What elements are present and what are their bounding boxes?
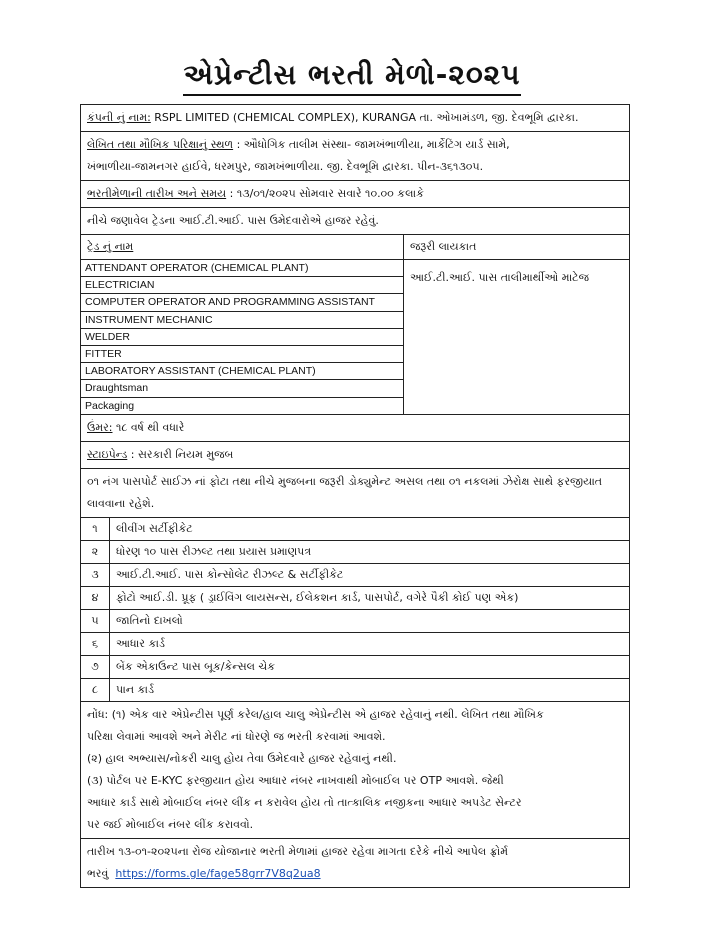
trade-item: ATTENDANT OPERATOR (CHEMICAL PLANT) [81, 260, 403, 277]
venue-label: લેખિત તથા મૌખિક પરિક્ષાનું સ્થળ [87, 138, 234, 151]
document-number: ૨ [81, 541, 110, 563]
document-text: આધાર કાર્ડ [116, 636, 165, 650]
document-row [81, 541, 629, 564]
document-number: ૩ [81, 564, 110, 586]
note-line: (૨) હાલ અભ્યાસ/નોકરી ચાલુ હોય તેવા ઉમેદવારે હાજર રહેવાનું નથી. [87, 751, 397, 765]
documents-intro: ૦૧ નંગ પાસપોર્ટ સાઈઝ નાં ફોટા તથા નીચે મુજબના જરૂરી ડોક્યુમેન્ટ અસલ તથા ૦૧ નકલમાં ઝેરોક્ષ સાથે ફરજીયાત લાવવાના રહેશે. [81, 469, 629, 518]
trade-column [81, 235, 404, 414]
document-text: જાતિનો દાખલો [116, 613, 183, 627]
document-row [81, 633, 629, 656]
age-row [81, 415, 629, 442]
page-title: એપ્રેન્ટીસ ભરતી મેળો-૨૦૨૫ [0, 58, 704, 96]
document-text: ફોટો આઈ.ડી. પ્રૂફ ( ડ્રાઈવિંગ લાયસન્સ, ઈલેકશન કાર્ડ, પાસપોર્ટ, વગેરે પૈકી કોઈ પણ એક) [116, 590, 519, 604]
footer-line-2: ભરવું [87, 866, 109, 880]
qualification-header: જરૂરી લાયકાત [404, 235, 629, 260]
date-label: ભરતીમેળાની તારીખ અને સમય [87, 187, 227, 200]
note-line: (૩) પોર્ટલ પર E-KYC ફરજીયાત હોય આધાર નંબર નાખવાથી મોબાઈલ પર OTP આવશે. જેથી [87, 773, 504, 787]
qualification-column [404, 235, 629, 414]
stipend-row [81, 442, 629, 469]
document-number: ૭ [81, 656, 110, 678]
notes-section [81, 702, 629, 839]
date-value: : ૧૩/૦૧/૨૦૨૫ સોમવાર સવારે ૧૦.૦૦ કલાકે [226, 187, 424, 200]
document-text: ધોરણ ૧૦ પાસ રીઝલ્ટ તથા પ્રયાસ પ્રમાણપત્ર [116, 544, 312, 558]
document-row [81, 564, 629, 587]
document-row [81, 518, 629, 541]
note-line: નોંધ: (૧) એક વાર એપ્રેન્ટીસ પૂર્ણ કરેલ/હાલ ચાલુ એપ્રેન્ટીસ એ હાજર રહેવાનું નથી. લેખિત તથા મૌખિક [87, 707, 544, 721]
trade-item: Draughtsman [81, 380, 403, 397]
document-number: ૮ [81, 679, 110, 701]
note-line: પરિક્ષા લેવામાં આવશે અને મેરીટ નાં ધોરણે જ ભરતી કરવામાં આવશે. [87, 729, 386, 743]
footer-line-1: તારીખ ૧૩-૦૧-૨૦૨૫ના રોજ યોજાનાર ભરતી મેળામાં હાજર રહેવા માગતા દરેકે નીચે આપેલ ફ્રોર્મ [87, 844, 509, 858]
note-line: પર જઈ મોબાઈલ નંબર લીંક કરાવવો. [87, 817, 254, 831]
document-text: લીવીંગ સર્ટીફીકેટ [116, 521, 193, 535]
trade-header: ટ્રેડ નું નામ [81, 235, 403, 260]
trade-item: FITTER [81, 346, 403, 363]
age-label: ઉંમર: [87, 420, 113, 434]
stipend-value: : સરકારી નિયમ મુજબ [127, 447, 234, 461]
document-number: ૪ [81, 587, 110, 609]
trade-item: INSTRUMENT MECHANIC [81, 312, 403, 329]
document-number: ૧ [81, 518, 110, 540]
date-row [81, 181, 629, 208]
trade-item: COMPUTER OPERATOR AND PROGRAMMING ASSISTANT [81, 294, 403, 311]
document-text: બેંક એકાઉન્ટ પાસ બૂક/કેન્સલ ચેક [116, 659, 275, 673]
document-row [81, 610, 629, 633]
document-number: ૬ [81, 633, 110, 655]
trade-item: WELDER [81, 329, 403, 346]
stipend-label: સ્ટાઇપેન્ડ [87, 447, 128, 461]
qualification-text: આઈ.ટી.આઈ. પાસ તાલીમાર્થીઓ માટેજ [410, 271, 589, 284]
trade-item: Packaging [85, 399, 135, 412]
venue-line-1: : ઔધોગિક તાલીમ સંસ્થા- જામખંભાળીયા, માર્કેટિંગ યાર્ડ સામે, [233, 138, 510, 151]
document-text: પાન કાર્ડ [116, 682, 155, 696]
age-value: ૧૮ વર્ષ થી વધારે [112, 420, 185, 434]
company-label: કંપની નું નામ: [87, 111, 151, 124]
venue-row [81, 132, 629, 181]
notice-table [80, 104, 630, 888]
document-row [81, 656, 629, 679]
instruction-row: નીચે જણાવેલ ટ્રેડના આઈ.ટી.આઈ. પાસ ઉમેદવારોએ હાજર રહેવું. [81, 208, 629, 235]
footer-row [81, 839, 629, 887]
document-row [81, 587, 629, 610]
company-row [81, 105, 629, 132]
trade-item: ELECTRICIAN [81, 277, 403, 294]
trade-item: LABORATORY ASSISTANT (CHEMICAL PLANT) [81, 363, 403, 380]
document-text: આઈ.ટી.આઈ. પાસ કોન્સોલેટ રીઝલ્ટ & સર્ટીફીકેટ [116, 567, 344, 581]
form-link[interactable]: https://forms.gle/fage58grr7V8q2ua8 [115, 866, 321, 880]
venue-line-2: ખંભાળીયા-જામનગર હાઈવે, ધરમપુર, જામખંભાળીયા. જી. દેવભૂમિ દ્વારકા. પીન-૩૬૧૩૦૫. [87, 160, 484, 173]
document-row [81, 679, 629, 702]
note-line: આધાર કાર્ડ સાથે મોબાઈલ નંબર લીંક ન કરાવેલ હોય તો તાત્કાલિક નજીકના આધાર અપડેટ સેન્ટર [87, 795, 522, 809]
document-number: ૫ [81, 610, 110, 632]
company-value: RSPL LIMITED (CHEMICAL COMPLEX), KURANGA તા. ઓખામંડળ, જી. દેવભૂમિ દ્વારકા. [150, 111, 579, 124]
trade-table [81, 235, 629, 415]
